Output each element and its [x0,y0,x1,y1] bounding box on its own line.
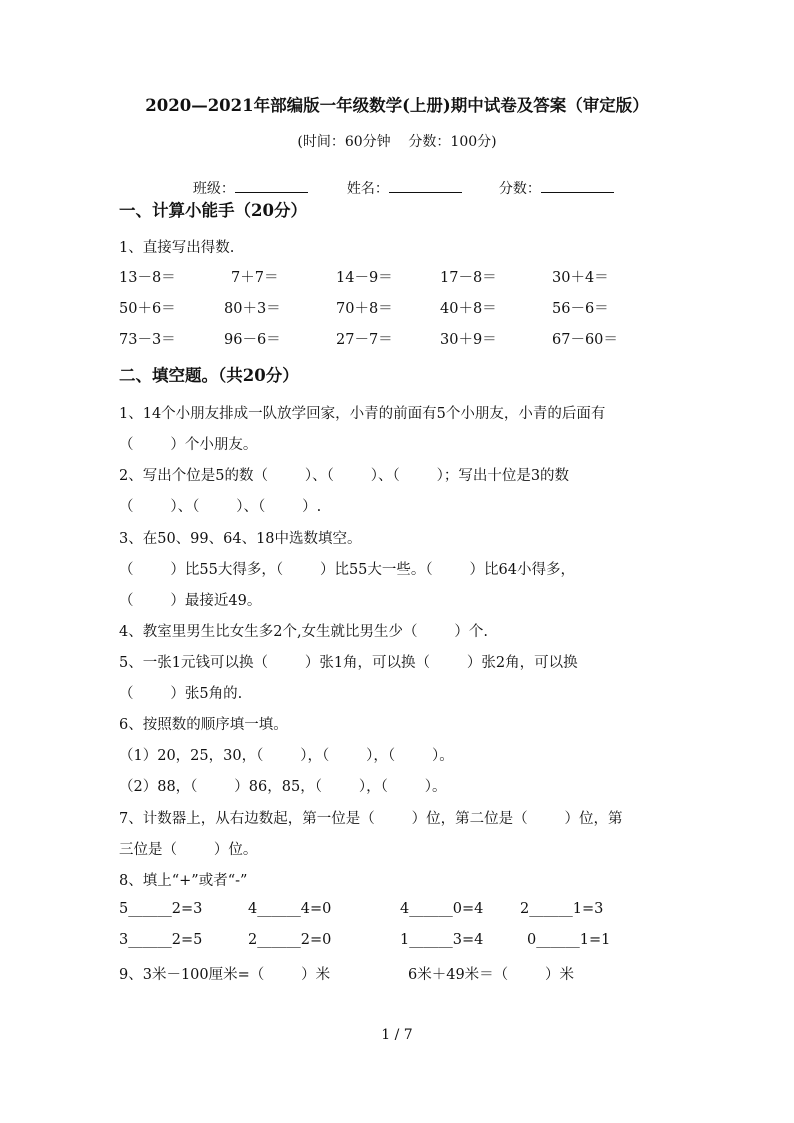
sign-item: 1______3=4 [400,932,484,948]
calc-item: 50＋6＝ [119,301,176,317]
question-line: （1）20，25，30，（ ），（ ），（ ）。 [119,748,454,764]
question-line: 4、教室里男生比女生多2个,女生就比男生少（ ）个. [119,624,489,640]
question-9-part-2: 6米＋49米＝（ ）米 [408,967,575,983]
calc-item: 7＋7＝ [231,270,279,286]
class-label: 班级： [192,181,235,197]
question-line: 7、计数器上，从右边数起，第一位是（ ）位，第二位是（ ）位，第 [119,811,623,827]
calc-item: 56－6＝ [552,301,609,317]
question-9-part-1: 9、3米－100厘米=（ ）米 [119,967,331,983]
sign-item: 2______2=0 [248,932,332,948]
question-line: 1、14个小朋友排成一队放学回家，小青的前面有5个小朋友，小青的后面有 [119,406,606,422]
question-line: （2）88，（ ）86，85，（ ），（ ）。 [119,779,447,795]
score-label: 分数： [498,181,541,197]
class-field [184,162,308,198]
question-line: （ ）张5角的. [119,686,243,702]
question-line: （ ）比55大得多，（ ）比55大一些。（ ）比64小得多， [119,562,575,578]
sign-item: 4______0=4 [400,901,484,917]
section1-instruction: 1、直接写出得数. [119,240,235,256]
document-title: 2020—2021年部编版一年级数学(上册)期中试卷及答案（审定版） [145,96,649,115]
score-blank[interactable] [541,178,614,193]
exam-time-score: (时间：60分钟 分数：100分) [297,134,497,150]
score-field [490,162,614,198]
question-line: 6、按照数的顺序填一填。 [119,717,288,733]
calc-item: 40＋8＝ [440,301,497,317]
question-line: 2、写出个位是5的数（ ）、（ ）、（ ）；写出十位是3的数 [119,468,570,484]
calc-item: 27－7＝ [336,332,393,348]
question-line: 3、在50、99、64、18中选数填空。 [119,531,362,547]
calc-item: 30＋9＝ [440,332,497,348]
calc-item: 96－6＝ [224,332,281,348]
sign-item: 2______1=3 [520,901,604,917]
calc-item: 30＋4＝ [552,270,609,286]
name-field [338,162,462,198]
calc-item: 67－60＝ [552,332,618,348]
question-line: （ ）个小朋友。 [119,437,258,453]
question-line: （ ）、（ ）、（ ）. [119,499,322,515]
sign-item: 4______4=0 [248,901,332,917]
name-label: 姓名： [346,181,389,197]
sign-item: 0______1=1 [527,932,611,948]
sign-item: 3______2=5 [119,932,203,948]
section2-heading: 二、填空题。（共20分） [119,366,299,385]
calc-item: 73－3＝ [119,332,176,348]
class-blank[interactable] [235,178,308,193]
question-line: 三位是（ ）位。 [119,842,258,858]
page-number: 1 / 7 [381,1027,413,1043]
calc-item: 17－8＝ [440,270,497,286]
name-blank[interactable] [389,178,462,193]
sign-item: 5______2=3 [119,901,203,917]
calc-item: 14－9＝ [336,270,393,286]
question-line: （ ）最接近49。 [119,593,262,609]
question-line: 5、一张1元钱可以换（ ）张1角，可以换（ ）张2角，可以换 [119,655,578,671]
question-line: 8、填上“+”或者“-” [119,873,248,889]
calc-item: 70＋8＝ [336,301,393,317]
calc-item: 80＋3＝ [224,301,281,317]
calc-item: 13－8＝ [119,270,176,286]
section1-heading: 一、计算小能手（20分） [119,201,307,220]
